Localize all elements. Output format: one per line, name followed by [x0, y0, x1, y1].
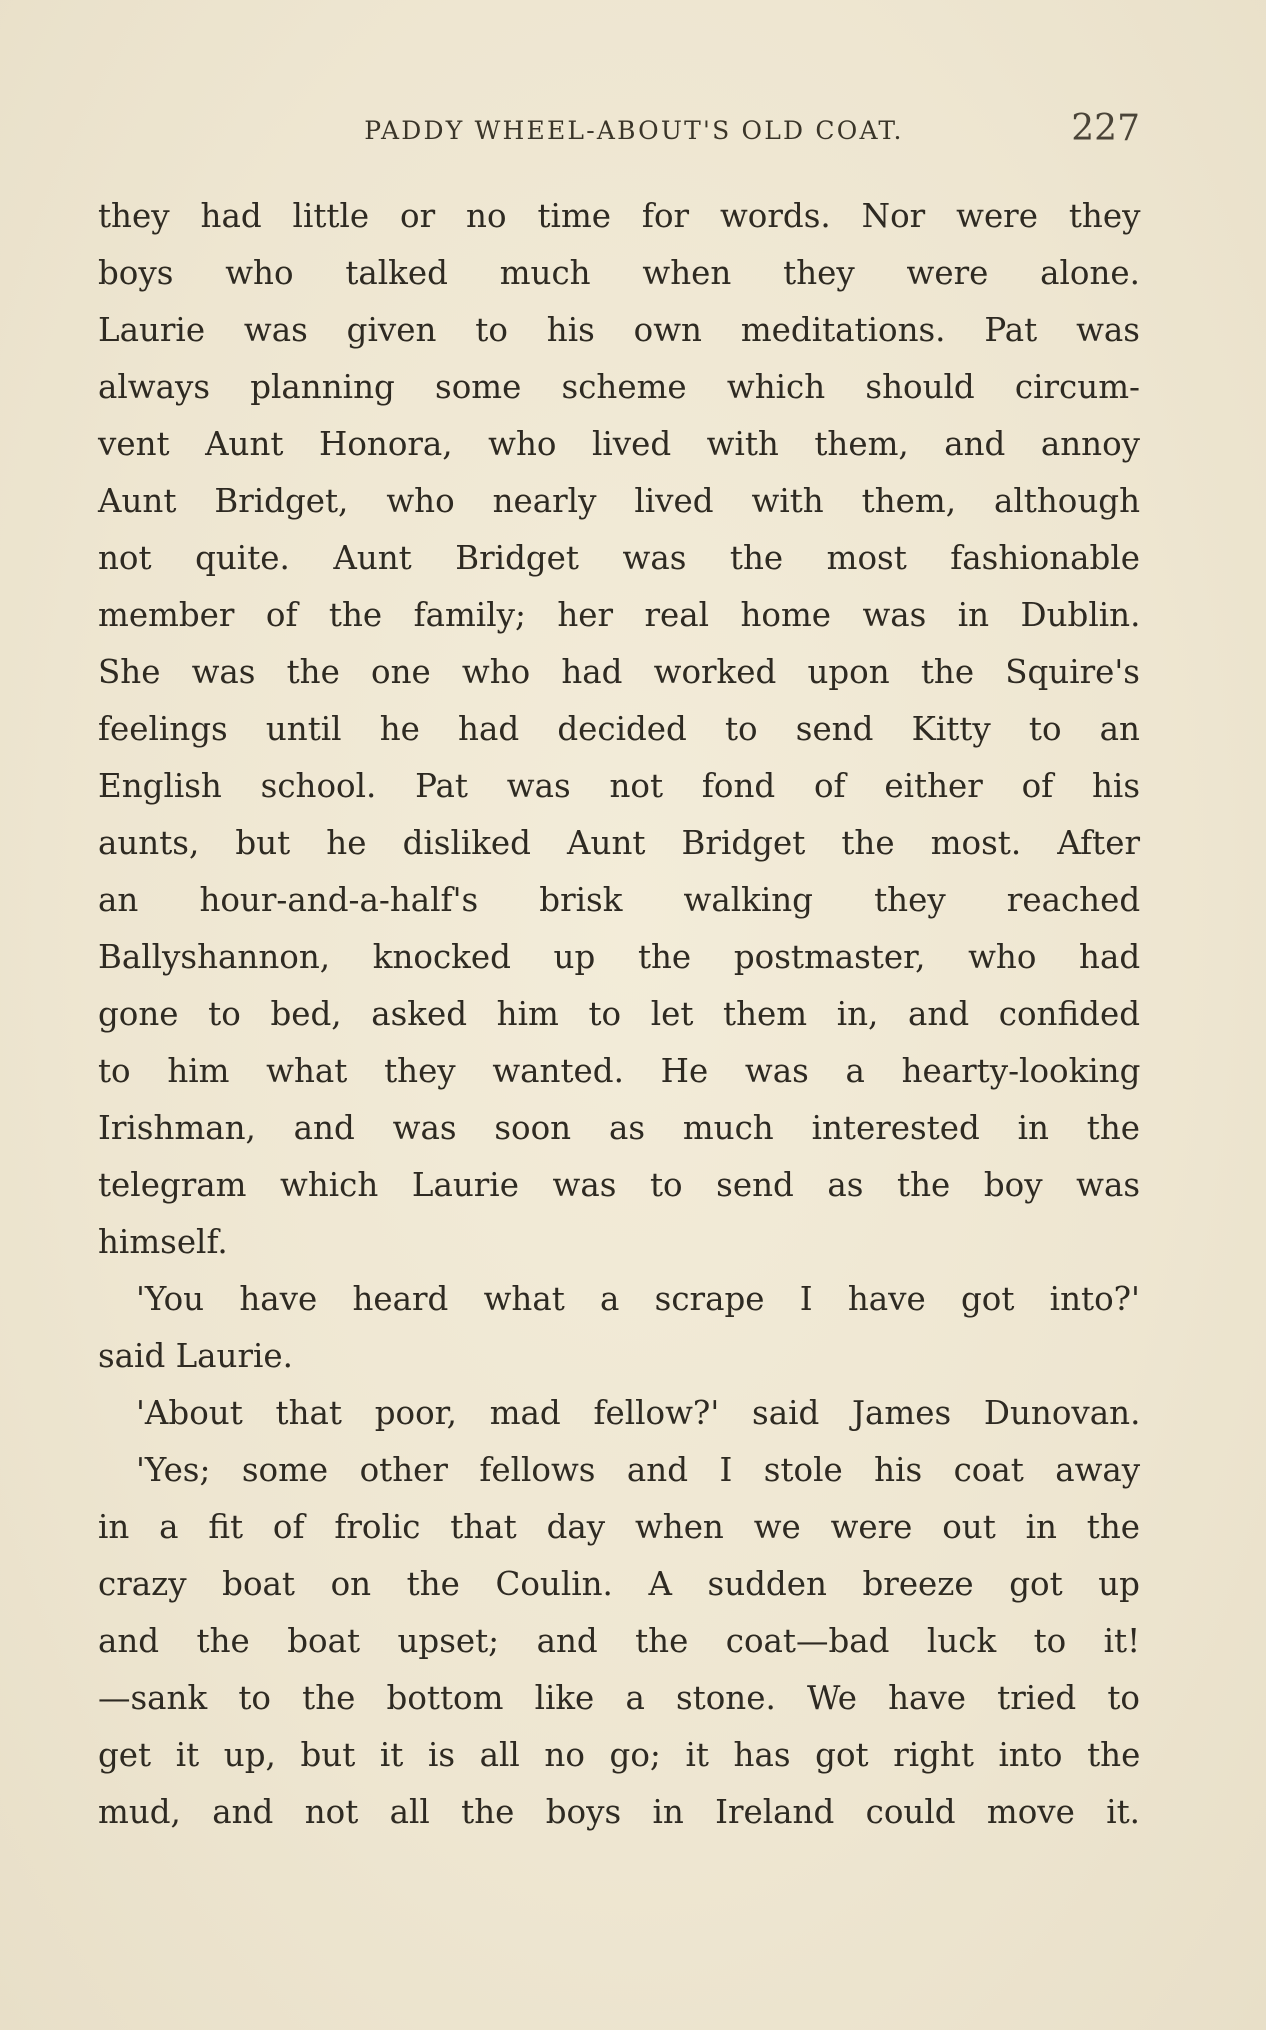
- text-line: mud, and not all the boys in Ireland could move it.: [98, 1793, 1140, 1831]
- text-line: crazy boat on the Coulin. A sudden breeze got up: [98, 1565, 1140, 1603]
- text-line: in a fit of frolic that day when we were out in the: [98, 1508, 1140, 1546]
- text-line: 'Yes; some other fellows and I stole his coat away: [136, 1451, 1141, 1489]
- page-number: 227: [1071, 108, 1140, 149]
- text-line: Aunt Bridget, who nearly lived with them, although: [98, 482, 1140, 520]
- text-line: himself.: [98, 1223, 228, 1261]
- text-line: boys who talked much when they were alone.: [98, 254, 1140, 292]
- text-line: an hour-and-a-half's brisk walking they reached: [98, 881, 1141, 919]
- text-line: gone to bed, asked him to let them in, and confided: [98, 995, 1140, 1033]
- text-line: aunts, but he disliked Aunt Bridget the most. After: [98, 824, 1140, 862]
- text-line: get it up, but it is all no go; it has got right into the: [98, 1736, 1141, 1774]
- text-line: member of the family; her real home was in Dublin.: [98, 596, 1141, 634]
- text-line: English school. Pat was not fond of either of his: [98, 767, 1140, 805]
- text-line: —sank to the bottom like a stone. We have tried to: [98, 1679, 1140, 1717]
- text-line: Irishman, and was soon as much interested in the: [98, 1109, 1140, 1147]
- text-line: She was the one who had worked upon the Squire's: [98, 653, 1140, 691]
- page-header: [98, 108, 1140, 158]
- text-line: 'About that poor, mad fellow?' said James Dunovan.: [136, 1394, 1141, 1432]
- text-line: said Laurie.: [98, 1337, 293, 1375]
- text-line: they had little or no time for words. Nor were they: [98, 197, 1141, 235]
- text-line: feelings until he had decided to send Kitty to an: [98, 710, 1140, 748]
- text-line: 'You have heard what a scrape I have got into?': [136, 1280, 1140, 1318]
- body-text: [98, 188, 1140, 1841]
- text-line: and the boat upset; and the coat—bad luck to it!: [98, 1622, 1141, 1660]
- text-line: vent Aunt Honora, who lived with them, and annoy: [98, 425, 1140, 463]
- text-line: Ballyshannon, knocked up the postmaster, who had: [98, 938, 1141, 976]
- running-title: PADDY WHEEL-ABOUT'S OLD COAT.: [364, 116, 904, 145]
- text-line: telegram which Laurie was to send as the boy was: [98, 1166, 1140, 1204]
- text-line: not quite. Aunt Bridget was the most fashionable: [98, 539, 1140, 577]
- text-line: Laurie was given to his own meditations. Pat was: [98, 311, 1140, 349]
- text-line: always planning some scheme which should circum-: [98, 368, 1140, 406]
- text-line: to him what they wanted. He was a hearty-looking: [98, 1052, 1141, 1090]
